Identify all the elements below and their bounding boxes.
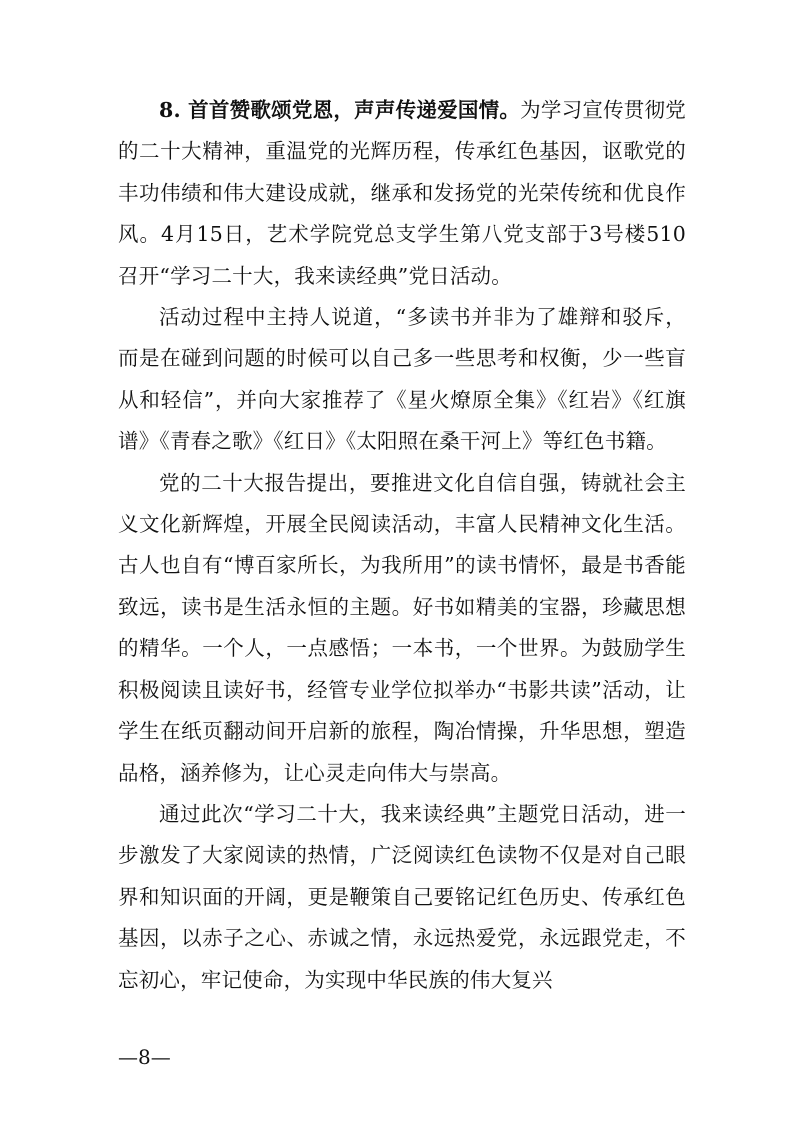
paragraph-3 xyxy=(118,463,686,794)
body-text xyxy=(118,90,686,1001)
paragraph-4-text: 通过此次“学习二十大，我来读经典”主题党日活动，进一步激发了大家阅读的热情，广泛阅读红色读物不仅是对自己眼界和知识面的开阔，更是鞭策自己要铭记红色历史、传承红色基因，以赤子之心、赤诚之情，永远热爱党，永远跟党走，不忘初心，牢记使命，为实现中华民族的伟大复兴 xyxy=(118,801,686,992)
paragraph-1-text: 为学习宣传贯彻党的二十大精神，重温党的光辉历程，传承红色基因，讴歌党的丰功伟绩和伟大建设成就，继承和发扬党的光荣传统和优良作风。4月15日，艺术学院党总支学生第八党支部于3号楼510召开“学习二十大，我来读经典”党日活动。 xyxy=(118,98,686,288)
paragraph-2 xyxy=(118,297,686,463)
paragraph-1-heading: 8. 首首赞歌颂党恩，声声传递爱国情。 xyxy=(159,98,521,122)
paragraph-4 xyxy=(118,794,686,1001)
paragraph-2-text: 活动过程中主持人说道，“多读书并非为了雄辩和驳斥，而是在碰到问题的时候可以自己多一些思考和权衡，少一些盲从和轻信”，并向大家推荐了《星火燎原全集》《红岩》《红旗谱》《青春之歌》《红日》《太阳照在桑干河上》等红色书籍。 xyxy=(118,305,686,454)
paragraph-1 xyxy=(118,90,686,297)
page-number: —8— xyxy=(118,1045,171,1069)
paragraph-3-text: 党的二十大报告提出，要推进文化自信自强，铸就社会主义文化新辉煌，开展全民阅读活动，丰富人民精神文化生活。古人也自有“博百家所长，为我所用”的读书情怀，最是书香能致远，读书是生活永恒的主题。好书如精美的宝器，珍藏思想的精华。一个人，一点感悟；一本书，一个世界。为鼓励学生积极阅读且读好书，经管专业学位拟举办“书影共读”活动，让学生在纸页翻动间开启新的旅程，陶冶情操，升华思想，塑造品格，涵养修为，让心灵走向伟大与崇高。 xyxy=(118,470,686,785)
